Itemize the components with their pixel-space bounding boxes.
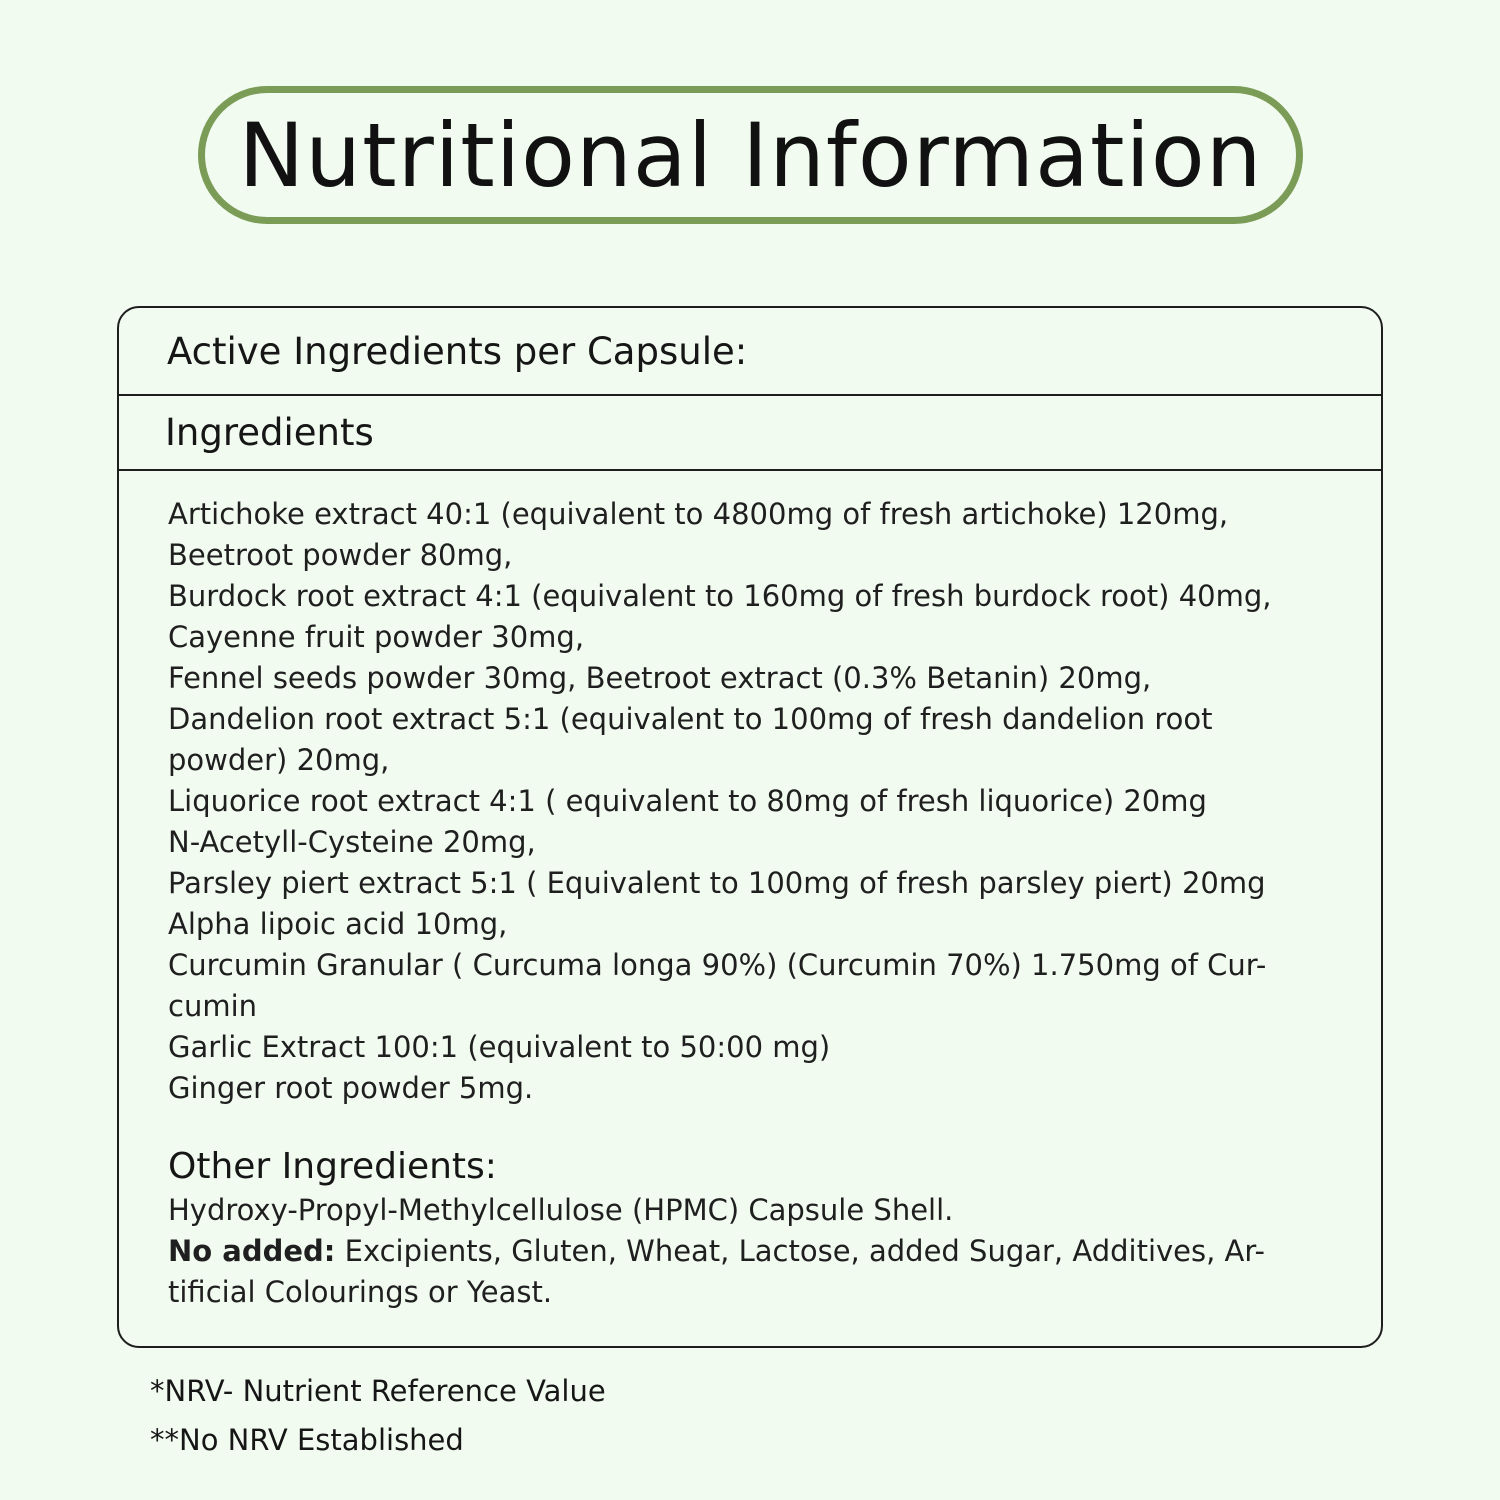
no-added-label: No added: <box>168 1234 336 1268</box>
ingredient-line: Dandelion root extract 5:1 (equivalent to 100mg of fresh dandelion root <box>168 702 1213 736</box>
ingredient-line: Beetroot powder 80mg, <box>168 538 513 572</box>
ingredient-line: Burdock root extract 4:1 (equivalent to 160mg of fresh burdock root) 40mg, <box>168 579 1272 613</box>
other-ingredients-line: Hydroxy-Propyl-Methylcellulose (HPMC) Capsule Shell. <box>168 1193 954 1227</box>
footnote-nrv: *NRV- Nutrient Reference Value <box>150 1374 606 1408</box>
ingredient-line: Parsley piert extract 5:1 ( Equivalent to 100mg of fresh parsley piert) 20mg <box>168 866 1266 900</box>
ingredient-line: powder) 20mg, <box>168 743 390 777</box>
ingredient-line: Artichoke extract 40:1 (equivalent to 4800mg of fresh artichoke) 120mg, <box>168 497 1229 531</box>
ingredient-line: Alpha lipoic acid 10mg, <box>168 907 508 941</box>
ingredient-list <box>168 494 1348 1109</box>
ingredient-line: Fennel seeds powder 30mg, Beetroot extract (0.3% Betanin) 20mg, <box>168 661 1152 695</box>
footnotes <box>150 1367 606 1465</box>
ingredients-panel <box>117 306 1383 1348</box>
panel-subheader-row <box>119 396 1381 471</box>
ingredient-line: Liquorice root extract 4:1 ( equivalent to 80mg of fresh liquorice) 20mg <box>168 784 1207 818</box>
panel-subheader: Ingredients <box>165 411 374 454</box>
panel-header-row <box>119 308 1381 396</box>
ingredient-line: Garlic Extract 100:1 (equivalent to 50:00 mg) <box>168 1030 831 1064</box>
other-ingredients-text <box>168 1190 1348 1313</box>
no-added-text: Excipients, Gluten, Wheat, Lactose, added Sugar, Additives, Ar- <box>335 1234 1265 1268</box>
ingredient-line: Cayenne fruit powder 30mg, <box>168 620 585 654</box>
title-banner <box>198 86 1303 224</box>
other-ingredients-heading: Other Ingredients: <box>168 1146 497 1187</box>
ingredient-line: N-Acetyll-Cysteine 20mg, <box>168 825 536 859</box>
page-title: Nutritional Information <box>238 103 1263 207</box>
footnote-no-nrv: **No NRV Established <box>150 1423 464 1457</box>
panel-header: Active Ingredients per Capsule: <box>167 329 748 373</box>
other-ingredients-line: tificial Colourings or Yeast. <box>168 1275 553 1309</box>
no-added-line <box>168 1231 1348 1272</box>
ingredient-line: Ginger root powder 5mg. <box>168 1071 534 1105</box>
ingredient-line: cumin <box>168 989 258 1023</box>
ingredient-line: Curcumin Granular ( Curcuma longa 90%) (Curcumin 70%) 1.750mg of Cur- <box>168 948 1267 982</box>
